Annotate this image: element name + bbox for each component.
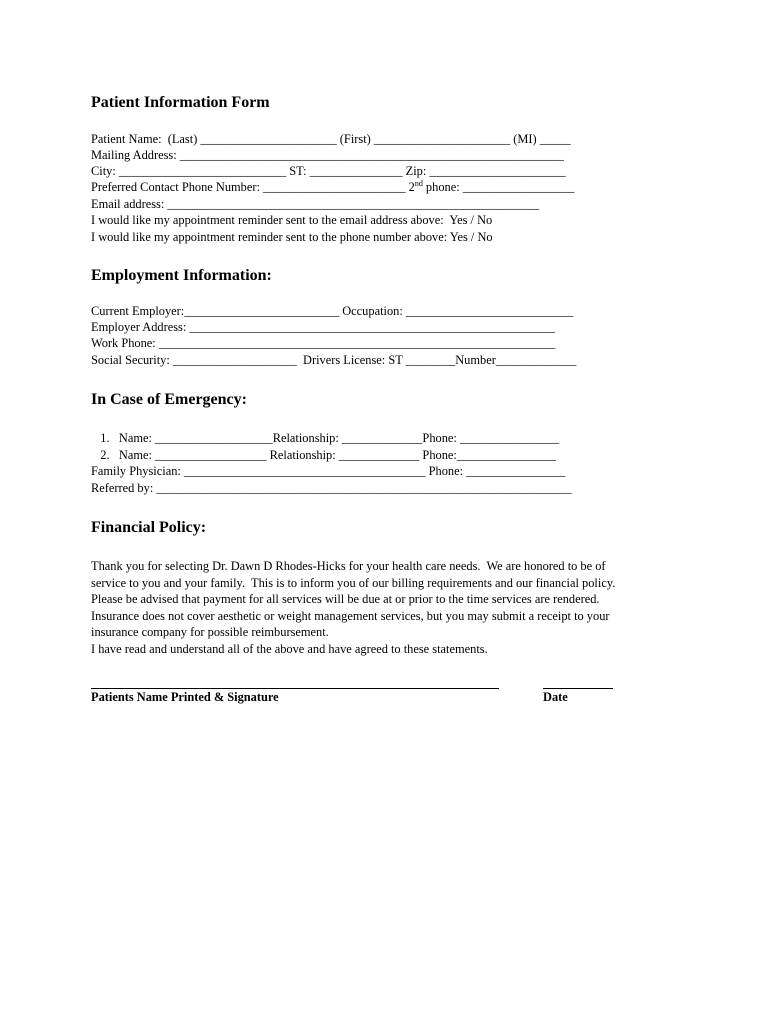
financial-line-2: service to you and your family. This is to inform you of our billing requirements and our financial policy. [91, 576, 616, 590]
emergency-contact-2: 2. Name: __________________ Relationship: _____________ Phone:________________ [91, 448, 556, 462]
employment-heading: Employment Information: [91, 267, 272, 284]
date-line[interactable] [543, 688, 613, 689]
date-label: Date [543, 690, 568, 704]
financial-heading: Financial Policy: [91, 519, 207, 536]
employer-occupation-line: Current Employer:_________________________ Occupation: ___________________________ [91, 304, 574, 318]
signature-line[interactable] [91, 688, 499, 689]
ssn-license-line: Social Security: ____________________ Drivers License: ST ________Number_____________ [91, 353, 577, 367]
family-physician-line: Family Physician: _______________________________________ Phone: ________________ [91, 464, 566, 478]
employer-address-line: Employer Address: ___________________________________________________________ [91, 320, 555, 334]
mailing-address-line: Mailing Address: ______________________________________________________________ [91, 148, 564, 162]
phone-line-text: Preferred Contact Phone Number: _______________________ 2 [91, 180, 415, 194]
reminder-email-line: I would like my appointment reminder sent to the email address above: Yes / No [91, 213, 493, 227]
emergency-contact-1: 1. Name: ___________________Relationship: _____________Phone: ________________ [91, 431, 560, 445]
second-phone-text: phone: __________________ [422, 180, 575, 194]
form-title: Patient Information Form [91, 94, 270, 111]
phone-line-superscript: nd [414, 179, 423, 188]
referred-by-line: Referred by: ___________________________________________________________________ [91, 481, 572, 495]
reminder-phone-line: I would like my appointment reminder sent to the phone number above: Yes / No [91, 230, 493, 244]
financial-line-1: Thank you for selecting Dr. Dawn D Rhodes-Hicks for your health care needs. We are honored to be of [91, 559, 606, 573]
financial-line-5: insurance company for possible reimbursement. [91, 625, 329, 639]
financial-line-3: Please be advised that payment for all services will be due at or prior to the time services are rendered. [91, 592, 600, 606]
phone-line [91, 179, 574, 195]
patient-name-line: Patient Name: (Last) ______________________ (First) ______________________ (MI) _____ [91, 132, 571, 146]
signature-label: Patients Name Printed & Signature [91, 690, 279, 704]
work-phone-line: Work Phone: ________________________________________________________________ [91, 336, 556, 350]
email-line: Email address: ____________________________________________________________ [91, 197, 540, 211]
financial-line-6: I have read and understand all of the above and have agreed to these statements. [91, 642, 488, 656]
financial-line-4: Insurance does not cover aesthetic or weight management services, but you may submit a receipt to your [91, 609, 610, 623]
city-state-zip-line: City: ___________________________ ST: _______________ Zip: ______________________ [91, 164, 566, 178]
emergency-heading: In Case of Emergency: [91, 391, 247, 408]
